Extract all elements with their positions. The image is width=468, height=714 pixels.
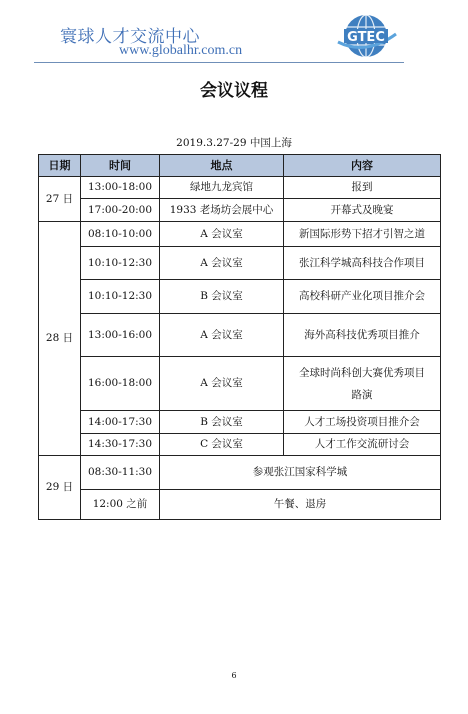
gtec-logo xyxy=(324,12,408,60)
time-cell: 14:00-17:30 xyxy=(81,411,160,434)
content-cell: 午餐、退房 xyxy=(160,490,441,520)
place-cell: 1933 老场坊会展中心 xyxy=(160,199,284,222)
content-cell: 开幕式及晚宴 xyxy=(284,199,441,222)
time-cell: 10:10-12:30 xyxy=(81,247,160,280)
org-name: 寰球人才交流中心 xyxy=(60,27,200,47)
table-row xyxy=(39,456,441,490)
content-cell: 张江科学城高科技合作项目 xyxy=(284,247,441,280)
content-cell: 人才工场投资项目推介会 xyxy=(284,411,441,434)
date-cell: 29 日 xyxy=(39,456,81,520)
time-cell: 10:10-12:30 xyxy=(81,280,160,314)
page-title: 会议议程 xyxy=(200,81,268,101)
place-cell: B 会议室 xyxy=(160,411,284,434)
content-cell: 人才工作交流研讨会 xyxy=(284,434,441,456)
time-cell: 08:30-11:30 xyxy=(81,456,160,490)
agenda-table xyxy=(38,154,441,520)
col-header-date: 日期 xyxy=(39,155,81,177)
table-row xyxy=(39,199,441,222)
content-line: 全球时尚科创大赛优秀项目 xyxy=(299,366,425,379)
place-cell: A 会议室 xyxy=(160,314,284,357)
time-cell: 13:00-18:00 xyxy=(81,177,160,199)
place-cell: A 会议室 xyxy=(160,357,284,411)
table-row xyxy=(39,411,441,434)
time-cell: 16:00-18:00 xyxy=(81,357,160,411)
place-cell: A 会议室 xyxy=(160,222,284,247)
header-divider xyxy=(34,62,404,63)
place-cell: A 会议室 xyxy=(160,247,284,280)
time-cell: 17:00-20:00 xyxy=(81,199,160,222)
content-cell: 报到 xyxy=(284,177,441,199)
content-cell: 高校科研产业化项目推介会 xyxy=(284,280,441,314)
time-cell: 12:00 之前 xyxy=(81,490,160,520)
table-row xyxy=(39,490,441,520)
logo-text: GTEC xyxy=(347,30,385,45)
date-cell: 27 日 xyxy=(39,177,81,222)
content-cell: 参观张江国家科学城 xyxy=(160,456,441,490)
table-row xyxy=(39,280,441,314)
content-cell: 新国际形势下招才引智之道 xyxy=(284,222,441,247)
place-cell: B 会议室 xyxy=(160,280,284,314)
col-header-place: 地点 xyxy=(160,155,284,177)
website-url: www.globalhr.com.cn xyxy=(119,43,243,58)
table-row xyxy=(39,177,441,199)
table-row xyxy=(39,222,441,247)
place-cell: 绿地九龙宾馆 xyxy=(160,177,284,199)
col-header-time: 时间 xyxy=(81,155,160,177)
table-header-row xyxy=(39,155,441,177)
date-cell: 28 日 xyxy=(39,222,81,456)
table-row xyxy=(39,434,441,456)
content-cell xyxy=(284,357,441,411)
date-location: 2019.3.27-29 中国上海 xyxy=(176,137,292,149)
table-row xyxy=(39,247,441,280)
content-cell: 海外高科技优秀项目推介 xyxy=(284,314,441,357)
time-cell: 14:30-17:30 xyxy=(81,434,160,456)
content-line: 路演 xyxy=(351,388,373,401)
time-cell: 08:10-10:00 xyxy=(81,222,160,247)
table-row xyxy=(39,314,441,357)
page-number: 6 xyxy=(231,671,237,680)
time-cell: 13:00-16:00 xyxy=(81,314,160,357)
place-cell: C 会议室 xyxy=(160,434,284,456)
table-row xyxy=(39,357,441,411)
col-header-content: 内容 xyxy=(284,155,441,177)
